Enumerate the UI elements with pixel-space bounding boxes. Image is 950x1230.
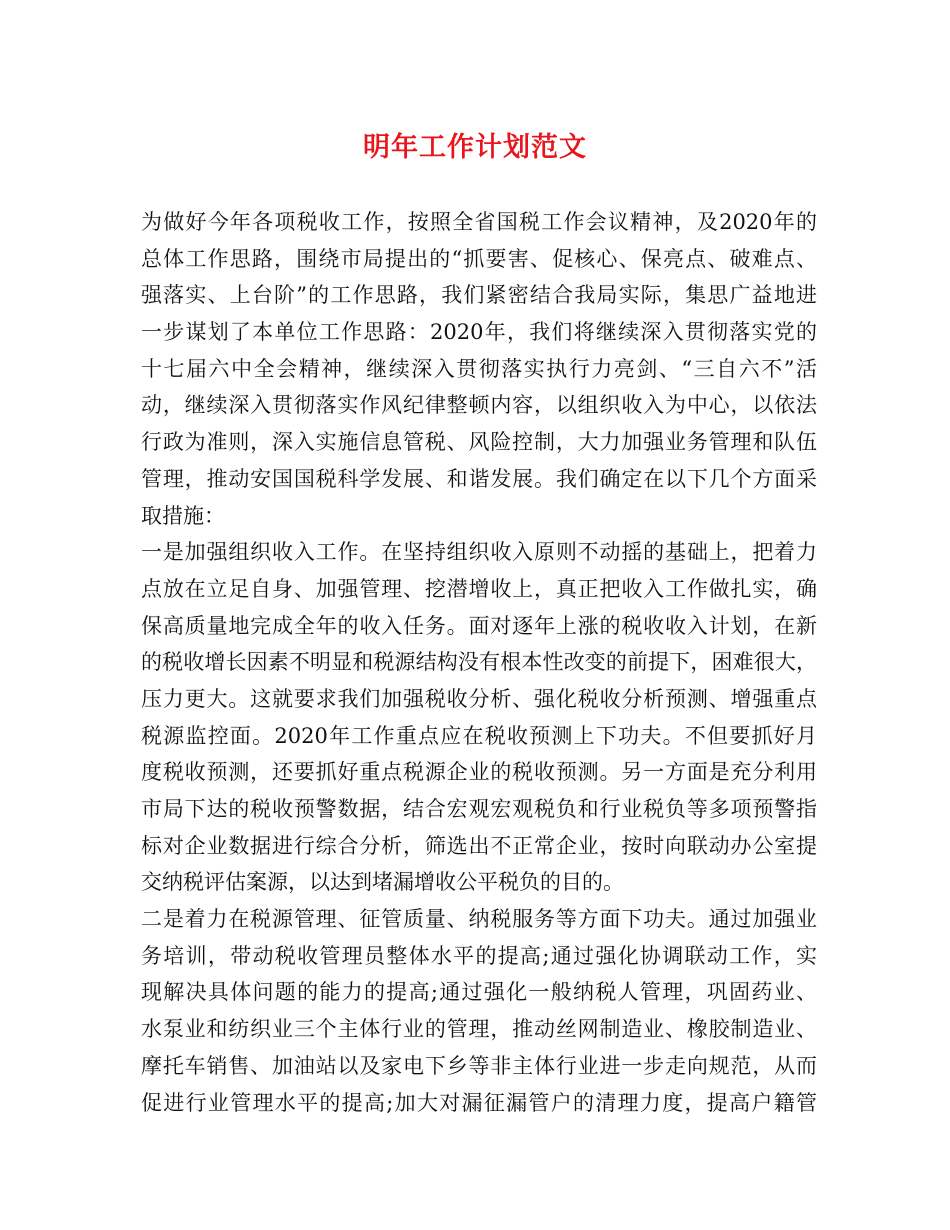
text-line: 点放在立足自身、加强管理、挖潜增收上，真正把收入工作做扎实，确 [141, 576, 817, 601]
document-title: 明年工作计划范文 [363, 132, 587, 163]
text-line: 一是加强组织收入工作。在坚持组织收入原则不动摇的基础上，把着力 [141, 540, 817, 565]
text-line: 二是着力在税源管理、征管质量、纳税服务等方面下功夫。通过加强业 [141, 907, 817, 932]
text-line: 摩托车销售、加油站以及家电下乡等非主体行业进一步走向规范，从而 [141, 1053, 817, 1078]
text-line: 动，继续深入贯彻落实作风纪律整顿内容，以组织收入为中心，以依法 [141, 393, 817, 418]
text-line: 水泵业和纺织业三个主体行业的管理，推动丝网制造业、橡胶制造业、 [141, 1017, 817, 1042]
text-line: 为做好今年各项税收工作，按照全省国税工作会议精神，及2020年的 [141, 210, 817, 234]
text-line: 度税收预测，还要抓好重点税源企业的税收预测。另一方面是充分利用 [141, 760, 817, 785]
text-line: 促进行业管理水平的提高;加大对漏征漏管户的清理力度，提高户籍管 [141, 1090, 817, 1115]
text-line: 总体工作思路，围绕市局提出的“抓要害、促核心、保亮点、破难点、 [141, 246, 817, 271]
text-line: 行政为准则，深入实施信息管税、风险控制，大力加强业务管理和队伍 [141, 430, 817, 455]
text-line: 标对企业数据进行综合分析，筛选出不正常企业，按时向联动办公室提 [141, 833, 817, 858]
text-line: 务培训，带动税收管理员整体水平的提高;通过强化协调联动工作，实 [141, 943, 817, 968]
text-line: 十七届六中全会精神，继续深入贯彻落实执行力亮剑、“三自六不”活 [141, 356, 817, 381]
text-line: 的税收增长因素不明显和税源结构没有根本性改变的前提下，困难很大， [141, 650, 817, 675]
text-line: 取措施： [141, 503, 225, 528]
text-line: 保高质量地完成全年的收入任务。面对逐年上涨的税收收入计划，在新 [141, 613, 817, 638]
text-line: 税源监控面。2020年工作重点应在税收预测上下功夫。不但要抓好月 [141, 723, 817, 748]
text-line: 交纳税评估案源，以达到堵漏增收公平税负的目的。 [141, 870, 624, 895]
document-body [141, 204, 817, 1121]
text-line: 一步谋划了本单位工作思路：2020年，我们将继续深入贯彻落实党的 [141, 320, 817, 345]
text-line: 压力更大。这就要求我们加强税收分析、强化税收分析预测、增强重点 [141, 686, 817, 711]
text-line: 市局下达的税收预警数据，结合宏观宏观税负和行业税负等多项预警指 [141, 797, 817, 821]
text-line: 强落实、上台阶”的工作思路，我们紧密结合我局实际，集思广益地进 [141, 283, 817, 308]
text-line: 管理，推动安国国税科学发展、和谐发展。我们确定在以下几个方面采 [141, 466, 817, 491]
text-line: 现解决具体问题的能力的提高;通过强化一般纳税人管理，巩固药业、 [141, 980, 817, 1005]
